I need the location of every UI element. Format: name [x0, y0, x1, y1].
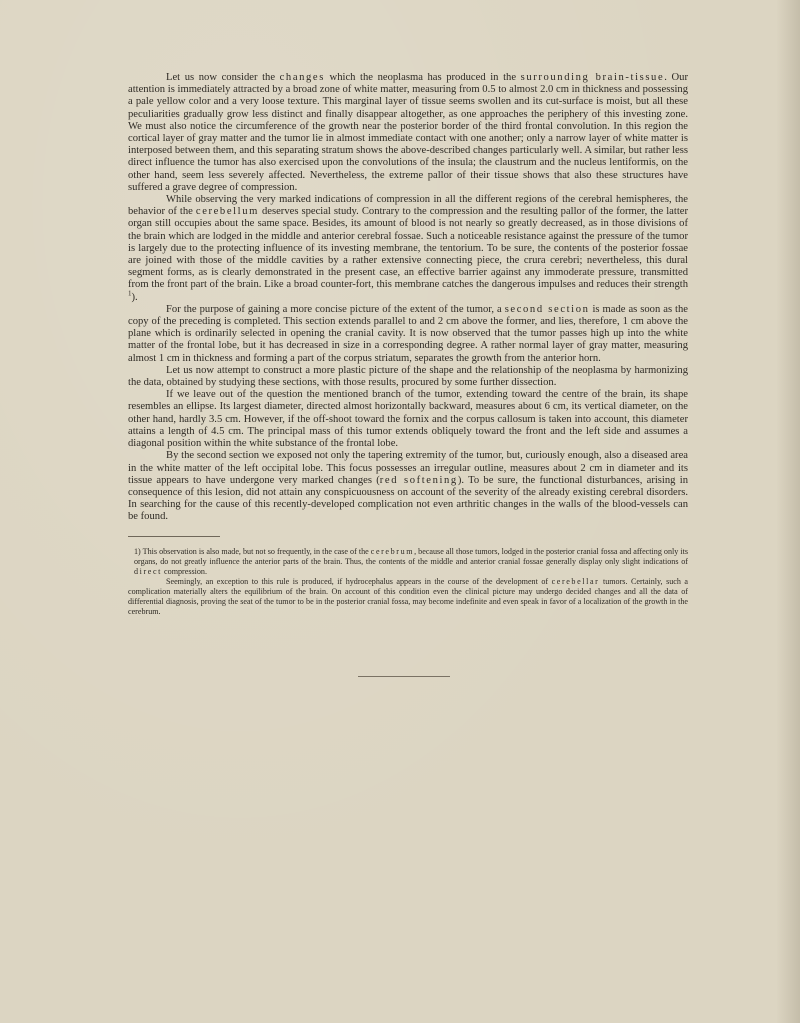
footnote-separator	[128, 536, 220, 537]
paragraph-plastic-picture: Let us now attempt to construct a more plastic picture of the shape and the relationship of the neoplasma by harmonizing the data, obtained by studying these sections, with those results, procured by some further dissection.	[128, 364, 688, 389]
page-body	[128, 72, 688, 617]
paragraph-occipital-lobe: By the second section we exposed not only the tapering extremity of the tumor, but, curiously enough, also a diseased area in the white matter of the left occipital lobe. This focus possesses an irregular outline, measures about 2 cm in diameter and its tissue appears to have undergone very marked changes (red softening). To be sure, the functional disturbances, arising in consequence of this lesion, did not attain any conspicuousness on account of the severity of the already existing cerebral disorders. In searching for the cause of this recently-developed complication not even arthritic changes in the walls of the blood-vessels can be found.	[128, 450, 688, 523]
paragraph-cerebellum: While observing the very marked indications of compression in all the different regions of the cerebral hemispheres, the behavior of the cerebellum deserves special study. Contrary to the compression and the resulting pallor of the former, the latter organ still occupies about the same space. Besides, its amount of blood is not nearly so greatly decreased, as in those divisions of the brain which are lodged in the middle and anterior cerebral fossae. Such a noticeable resistance against the pressure of the tumor is largely due to the protecting influence of its investing membrane, the tentorium. To be sure, the contents of the posterior fossae are joined with those of the middle cavities by a rather extensive connecting piece, the crura cerebri; nevertheless, this dural segment forms, as is clearly demonstrated in the present case, an effective barrier against any immoderate pressure, transmitted from the front part of the brain. Like a broad counter-fort, this membrane catches the dangerous impulses and reduces their strength $^1$).	[128, 194, 688, 303]
footnote-1-continuation: Seemingly, an exception to this rule is produced, if hydrocephalus appears in the course of the development of cerebellar tumors. Certainly, such a complication materially alters the equilibrium of the brain. On account of this condition even the clinical picture may undergo decided changes and all the data of differential diagnosis, proving the seat of the tumor to be in the posterior cranial fossa, may become indefinite and even speak in favor of a localization of the growth in the cerebrum.	[128, 576, 688, 617]
paragraph-second-section: For the purpose of gaining a more concise picture of the extent of the tumor, a second section is made as soon as the copy of the preceding is completed. This section extends parallel to and 2 cm above the former, and lies, therefore, 1 cm above the plane which is ordinarily selected in opening the cranial cavity. It is now observed that the tumor passes high up into the white matter of the frontal lobe, but it has decreased in size in a corresponding degree. A rather normal layer of gray matter, measuring almost 1 cm in thickness and forming a part of the corpus striatum, separates the growth from the anterior horn.	[128, 303, 688, 364]
end-of-page-rule	[358, 676, 450, 677]
emphasized-term: surrounding brain-tissue	[520, 72, 665, 83]
emphasized-term: cerebrum	[370, 546, 415, 556]
footnote-reference: 1	[128, 289, 132, 298]
emphasized-term: cerebellum	[195, 206, 259, 218]
paragraph-surrounding-brain-tissue: Let us now consider the changes which the neoplasma has produced in the surrounding brain-tissue. Our attention is immediately attracted by a broad zone of white matter, measuring from 0.5 to almost 2.0 cm in thickness and possessing a pale yellow color and a very loose texture. This marginal layer of tissue seems swollen and its cut-surface is moist, but all these peculiarities gradually grow less distinct and finally disappear altogether, as one approaches the periphery of this investing zone. We must also notice the circumference of the growth near the posterior border of the third frontal convolution. In this region the cortical layer of gray matter and the tumor lie in almost immediate contact with one another; only a narrow layer of white matter is interposed between them, and this separating stratum shows the above-described changes particularly well. A similar, but rather less direct influence the tumor has also exercised upon the convolutions of the insula; the claustrum and the nucleus lentiformis, on the other hand, seem less severely affected. Nevertheless, the extreme pallor of their tissue shows that also these structures have suffered a grave degree of compression.	[128, 72, 688, 193]
emphasized-term: direct	[134, 566, 163, 576]
paragraph-ellipse-shape: If we leave out of the question the mentioned branch of the tumor, extending toward the centre of the brain, its shape resembles an ellipse. Its largest diameter, directed almost horizontally backward, measures about 6 cm, its vertical diameter, on the other hand, hardly 3.5 cm. However, if the off-shoot toward the fornix and the corpus callosum is taken into account, this diameter attains a length of 4.5 cm. The principal mass of this tumor extends obliquely toward the front and the left side and assumes a diagonal position within the white substance of the frontal lobe.	[128, 389, 688, 450]
emphasized-term: changes	[279, 72, 325, 83]
footnote-1: 1) This observation is also made, but not so frequently, in the case of the cerebrum, because all those tumors, lodged in the posterior cranial fossa and affecting only its organs, do not greatly influence the anterior parts of the brain. Thus, the contents of the middle and anterior cranial fossae generally display only slight indications of direct compression.	[134, 546, 688, 576]
main-text	[128, 72, 688, 524]
emphasized-term: cerebellar	[551, 576, 600, 586]
emphasized-term: second section	[504, 303, 590, 315]
emphasized-term: red softening	[379, 474, 458, 486]
footnotes	[128, 547, 688, 618]
